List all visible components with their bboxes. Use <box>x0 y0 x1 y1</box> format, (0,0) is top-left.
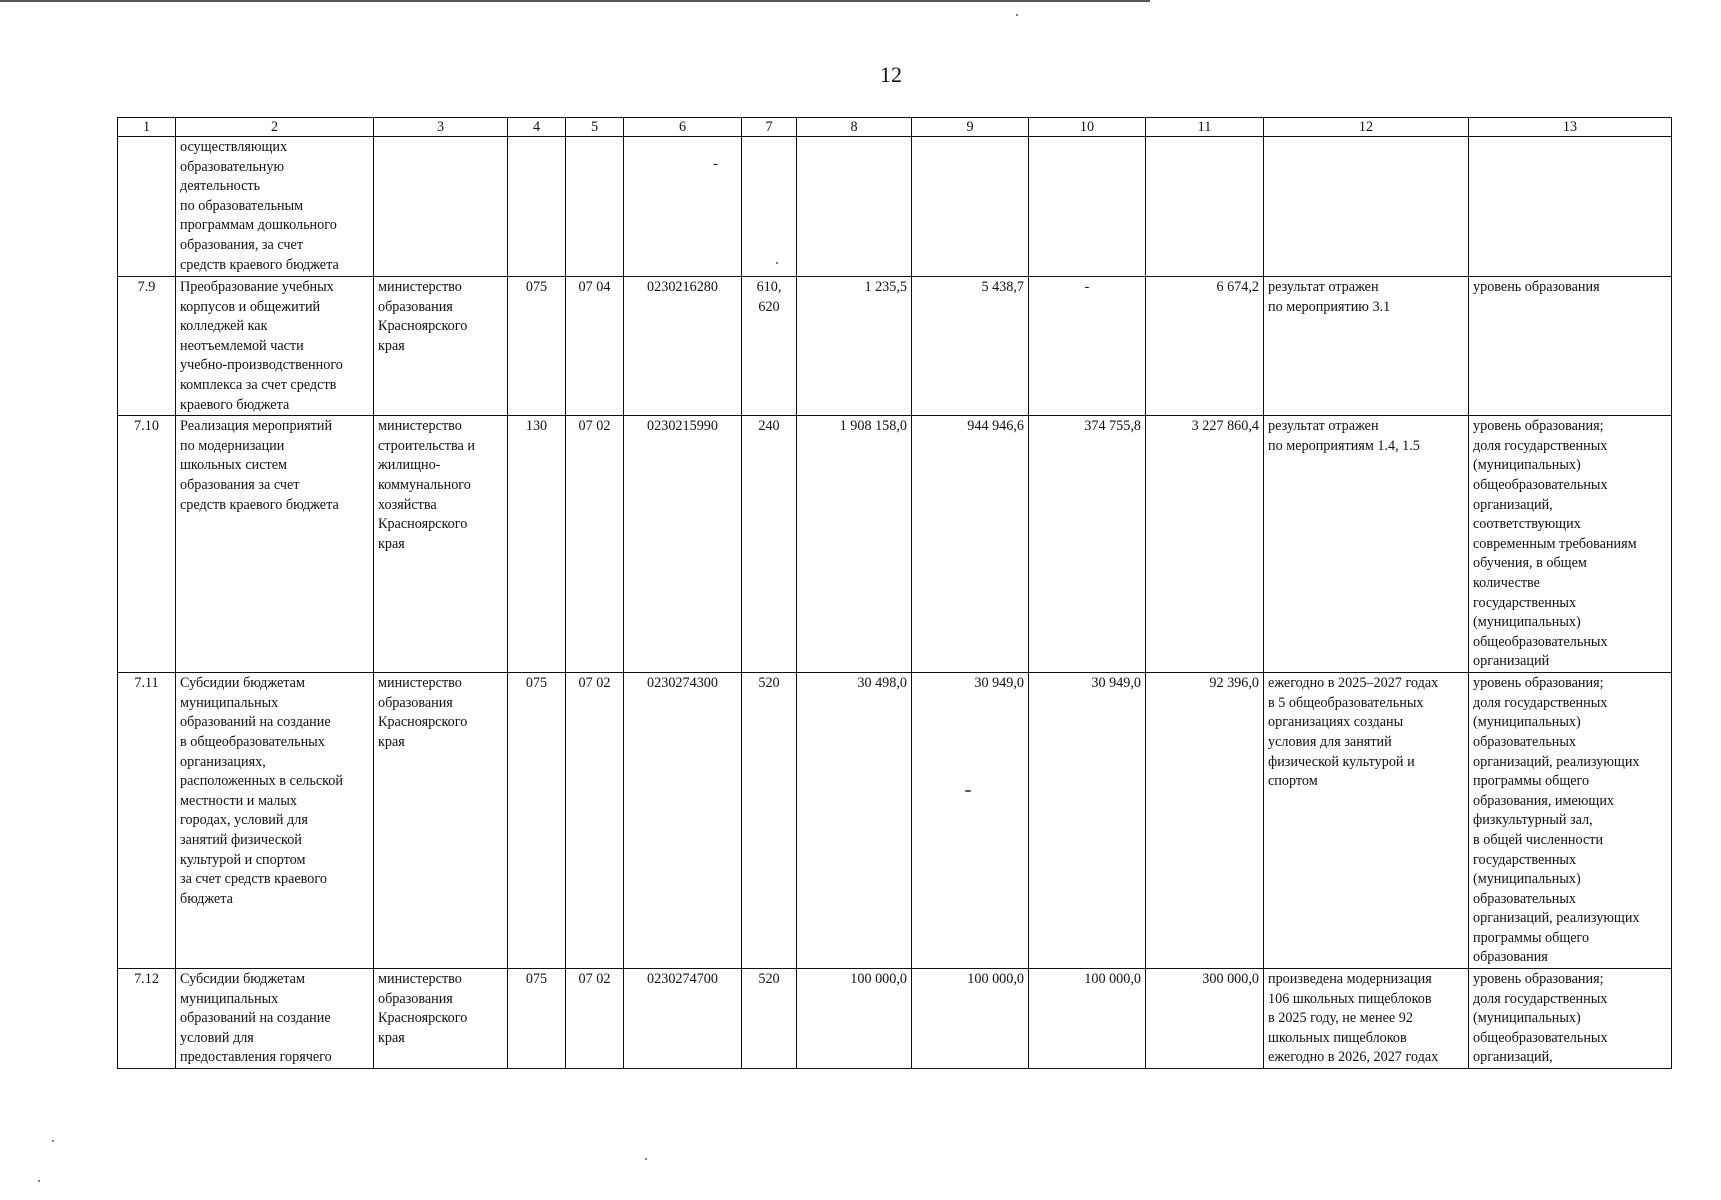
expected-result-cell: результат отражен по мероприятию 3.1 <box>1264 277 1469 416</box>
expense-type-code: 240 <box>742 416 797 673</box>
activity-name-cell: Субсидии бюджетам муниципальных образований на создание в общеобразовательных организациях, расположенных в сельской местности и малых городах, условий для занятий физической культурой и спортом за счет средств краевого бюджета <box>176 673 374 969</box>
section-code: 07 02 <box>566 969 624 1069</box>
amount-2025: 100 000,0 <box>797 969 912 1069</box>
column-header: 9 <box>912 118 1029 137</box>
table-row <box>118 416 1672 673</box>
column-header: 10 <box>1029 118 1146 137</box>
row-number: 7.9 <box>118 277 176 416</box>
grbs-code: 075 <box>508 969 566 1069</box>
column-header: 3 <box>374 118 508 137</box>
expense-type-code: 520 <box>742 969 797 1069</box>
target-article-code: 0230274300 <box>624 673 742 969</box>
indicator-cell: уровень образования <box>1469 277 1672 416</box>
amount-2025: 1 908 158,0 <box>797 416 912 673</box>
scan-speck <box>965 790 971 792</box>
row-number: 7.12 <box>118 969 176 1069</box>
amount-total: 3 227 860,4 <box>1146 416 1264 673</box>
target-article-code: 0230215990 <box>624 416 742 673</box>
activity-name-cell: Субсидии бюджетам муниципальных образований на создание условий для предоставления горячего <box>176 969 374 1069</box>
scan-speck <box>38 1180 40 1182</box>
table-row <box>118 969 1672 1069</box>
amount-2026: 944 946,6 <box>912 416 1029 673</box>
table-row <box>118 277 1672 416</box>
column-number-row <box>118 118 1672 137</box>
section-code: 07 04 <box>566 277 624 416</box>
grbs-code: 075 <box>508 673 566 969</box>
amount-2025: 30 498,0 <box>797 673 912 969</box>
indicator-cell: уровень образования; доля государственных (муниципальных) образовательных организаций, реализующих программы общего образования, имеющих физкультурный зал, в общей численности государственных (муниципальных) образовательных организаций, реализующих программы общего образования <box>1469 673 1672 969</box>
program-activities-table <box>117 117 1672 1069</box>
amount-total: 300 000,0 <box>1146 969 1264 1069</box>
expense-type-code: 610, 620 <box>742 277 797 416</box>
expected-result-cell: ежегодно в 2025–2027 годах в 5 общеобразовательных организациях созданы условия для занятий физической культурой и спортом <box>1264 673 1469 969</box>
table-row <box>118 673 1672 969</box>
amount-2026: 100 000,0 <box>912 969 1029 1069</box>
activity-name-cell: осуществляющих образовательную деятельность по образовательным программам дошкольного образования, за счет средств краевого бюджета <box>176 137 374 277</box>
page-number: 12 <box>880 62 902 87</box>
column-header: 12 <box>1264 118 1469 137</box>
column-header: 6 <box>624 118 742 137</box>
scan-speck <box>1016 14 1018 16</box>
amount-2027: 374 755,8 <box>1029 416 1146 673</box>
scan-speck <box>52 1140 54 1142</box>
grbs-code: 130 <box>508 416 566 673</box>
row-number: 7.11 <box>118 673 176 969</box>
expected-result-cell: произведена модернизация 106 школьных пищеблоков в 2025 году, не менее 92 школьных пищеблоков ежегодно в 2026, 2027 годах <box>1264 969 1469 1069</box>
dash-mark: - <box>624 137 742 277</box>
row-number: 7.10 <box>118 416 176 673</box>
executor-cell: министерство образования Красноярского края <box>374 277 508 416</box>
column-header: 1 <box>118 118 176 137</box>
amount-total: 92 396,0 <box>1146 673 1264 969</box>
scan-speck <box>645 1158 647 1160</box>
amount-2027: 30 949,0 <box>1029 673 1146 969</box>
activity-name-cell: Преобразование учебных корпусов и общежитий колледжей как неотъемлемой части учебно-производственного комплекса за счет средств краевого бюджета <box>176 277 374 416</box>
indicator-cell: уровень образования; доля государственных (муниципальных) общеобразовательных организаций, соответствующих современным требованиям обучения, в общем количестве государственных (муниципальных) общеобразовательных организаций <box>1469 416 1672 673</box>
target-article-code: 0230216280 <box>624 277 742 416</box>
column-header: 8 <box>797 118 912 137</box>
target-article-code: 0230274700 <box>624 969 742 1069</box>
executor-cell: министерство образования Красноярского края <box>374 969 508 1069</box>
section-code: 07 02 <box>566 673 624 969</box>
table-row-continuation <box>118 137 1672 277</box>
executor-cell: министерство строительства и жилищно- коммунального хозяйства Красноярского края <box>374 416 508 673</box>
amount-2027: - <box>1029 277 1146 416</box>
grbs-code: 075 <box>508 277 566 416</box>
section-code: 07 02 <box>566 416 624 673</box>
expected-result-cell: результат отражен по мероприятиям 1.4, 1.5 <box>1264 416 1469 673</box>
activity-name-cell: Реализация мероприятий по модернизации школьных систем образования за счет средств краевого бюджета <box>176 416 374 673</box>
executor-cell: министерство образования Красноярского края <box>374 673 508 969</box>
column-header: 11 <box>1146 118 1264 137</box>
amount-2026: 5 438,7 <box>912 277 1029 416</box>
scan-speck <box>776 262 778 264</box>
amount-2026: 30 949,0 <box>912 673 1029 969</box>
amount-total: 6 674,2 <box>1146 277 1264 416</box>
column-header: 4 <box>508 118 566 137</box>
amount-2027: 100 000,0 <box>1029 969 1146 1069</box>
expense-type-code: 520 <box>742 673 797 969</box>
column-header: 5 <box>566 118 624 137</box>
amount-2025: 1 235,5 <box>797 277 912 416</box>
column-header: 13 <box>1469 118 1672 137</box>
top-scan-line <box>0 0 1150 2</box>
column-header: 7 <box>742 118 797 137</box>
column-header: 2 <box>176 118 374 137</box>
indicator-cell: уровень образования; доля государственных (муниципальных) общеобразовательных организаций, <box>1469 969 1672 1069</box>
